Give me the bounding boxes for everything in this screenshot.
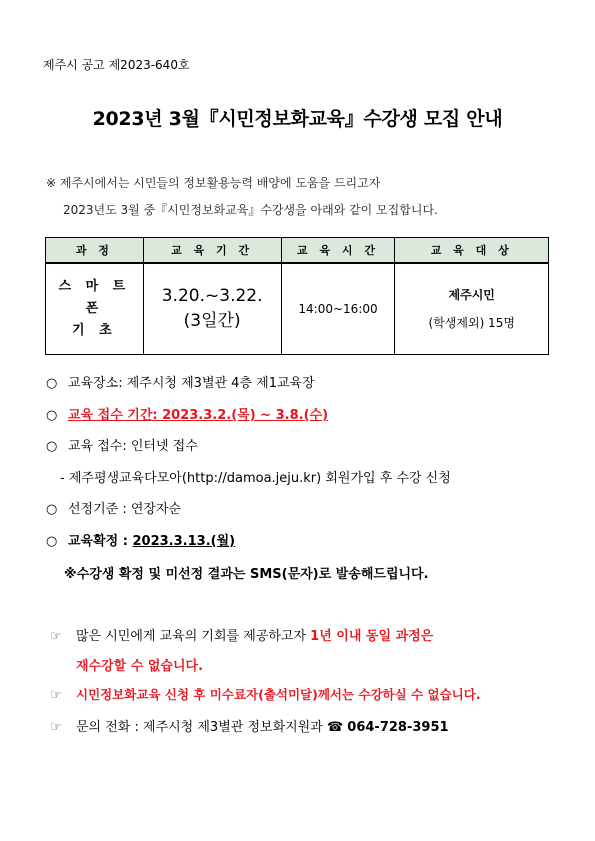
note-incomplete bbox=[50, 685, 481, 703]
contact-label: 문의 전화 : 제주시청 제3별관 정보화지원과 bbox=[76, 720, 323, 735]
period-line-2: (3일간) bbox=[183, 311, 241, 331]
target-line-1: 제주시민 bbox=[448, 288, 495, 302]
course-line-2: 기 초 bbox=[72, 323, 117, 338]
table-header-row bbox=[46, 238, 549, 264]
cell-target bbox=[395, 263, 549, 355]
header-target: 교 육 대 상 bbox=[395, 238, 549, 264]
place-text: 교육장소: 제주시청 제3별관 4층 제1교육장 bbox=[68, 376, 315, 391]
intro-line-2: 2023년도 3월 중『시민정보화교육』수강생을 아래와 같이 모집합니다. bbox=[63, 203, 438, 217]
method-text: 교육 접수: 인터넷 접수 bbox=[68, 439, 198, 454]
confirm-label: 교육확정 : bbox=[68, 534, 128, 549]
method-detail-text: - 제주평생교육다모아(http://damoa.jeju.kr) 회원가입 후 수강 신청 bbox=[60, 471, 451, 486]
detail-confirm bbox=[46, 530, 235, 549]
document-title: 2023년 3월『시민정보화교육』수강생 모집 안내 bbox=[92, 108, 503, 130]
target-line-2: (학생제외) 15명 bbox=[428, 316, 515, 330]
note1-normal: 많은 시민에게 교육의 기회를 제공하고자 bbox=[76, 629, 307, 644]
note-repeat-2: 재수강할 수 없습니다. bbox=[76, 659, 204, 674]
detail-period bbox=[46, 404, 328, 423]
circle-bullet-icon: ○ bbox=[46, 502, 58, 517]
cell-course bbox=[46, 263, 144, 355]
period-text: 교육 접수 기간: 2023.3.2.(목) ~ 3.8.(수) bbox=[68, 408, 329, 423]
cell-period bbox=[143, 263, 281, 355]
note1-red: 1년 이내 동일 과정은 bbox=[310, 629, 434, 644]
detail-method bbox=[46, 435, 198, 454]
note2-text: 시민정보화교육 신청 후 미수료자(출석미달)께서는 수강하실 수 없습니다. bbox=[76, 687, 481, 702]
circle-bullet-icon: ○ bbox=[46, 408, 58, 423]
contact-line bbox=[50, 716, 449, 735]
course-table bbox=[45, 237, 549, 355]
cell-time: 14:00~16:00 bbox=[281, 263, 395, 355]
header-time: 교 육 시 간 bbox=[281, 238, 395, 264]
circle-bullet-icon: ○ bbox=[46, 439, 58, 454]
pointing-hand-icon: ☞ bbox=[50, 629, 62, 644]
confirm-date: 2023.3.13.(월) bbox=[132, 534, 236, 549]
detail-method-sub bbox=[60, 467, 451, 486]
detail-place bbox=[46, 372, 315, 391]
pointing-hand-icon: ☞ bbox=[50, 688, 62, 703]
course-line-1: 스 마 트 폰 bbox=[58, 279, 131, 316]
header-course: 과 정 bbox=[46, 238, 144, 264]
phone-icon: ☎ bbox=[326, 720, 344, 735]
header-period: 교 육 기 간 bbox=[143, 238, 281, 264]
notice-number: 제주시 공고 제2023-640호 bbox=[43, 58, 190, 72]
criteria-text: 선정기준 : 연장자순 bbox=[68, 502, 182, 517]
detail-criteria bbox=[46, 498, 181, 517]
intro-line-1: ※ 제주시에서는 시민들의 정보활용능력 배양에 도움을 드리고자 bbox=[46, 176, 381, 190]
circle-bullet-icon: ○ bbox=[46, 376, 58, 391]
period-line-1: 3.20.~3.22. bbox=[161, 286, 263, 306]
pointing-hand-icon: ☞ bbox=[50, 720, 62, 735]
note-repeat-1 bbox=[50, 625, 433, 644]
contact-number: 064-728-3951 bbox=[347, 720, 449, 735]
sms-note: ※수강생 확정 및 미선정 결과는 SMS(문자)로 발송해드립니다. bbox=[64, 567, 429, 582]
circle-bullet-icon: ○ bbox=[46, 534, 58, 549]
table-row bbox=[46, 263, 549, 355]
